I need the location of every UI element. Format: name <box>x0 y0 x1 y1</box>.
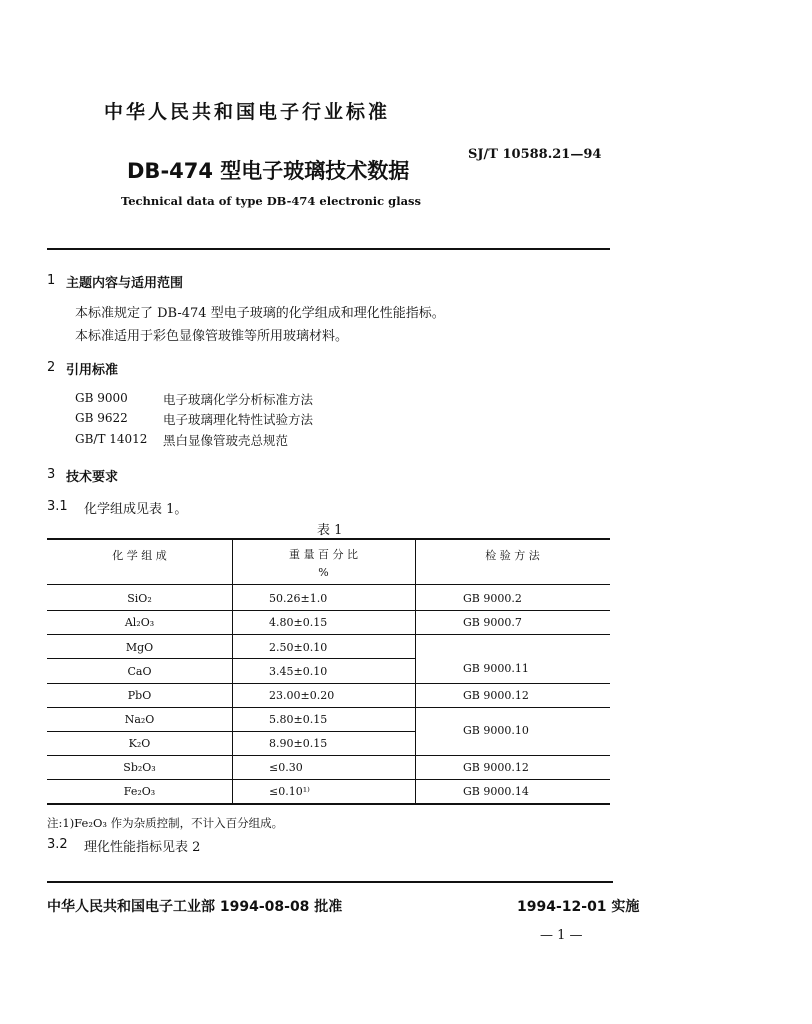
reference-title: 电子玻璃理化特性试验方法 <box>163 412 314 427</box>
footer-divider <box>47 881 613 883</box>
reference-title: 黑白显像管玻壳总规范 <box>163 433 289 448</box>
table-cell-percent: 5.80±0.15 <box>269 713 328 726</box>
table-cell-method: GB 9000.12 <box>463 761 529 774</box>
table-cell-component: MgO <box>125 641 154 654</box>
table-header-rule <box>47 584 610 585</box>
table-cell-percent: 4.80±0.15 <box>269 616 328 629</box>
table-cell-percent: 3.45±0.10 <box>269 665 328 678</box>
table-cell-percent: ≤0.10¹⁾ <box>269 785 310 798</box>
section-1-paragraph-2: 本标准适用于彩色显像管玻锥等所用玻璃材料。 <box>75 329 349 344</box>
row-rule <box>47 658 415 659</box>
implementation-date: 1994-12-01 实施 <box>517 899 640 915</box>
subsection-3-1-text: 化学组成见表 1。 <box>84 502 188 517</box>
section-1-number: 1 <box>47 273 56 288</box>
row-rule <box>47 610 610 611</box>
column-header-component: 化 学 组 成 <box>112 549 167 562</box>
standard-code: SJ/T 10588.21—94 <box>468 147 602 162</box>
table-cell-method: GB 9000.10 <box>463 724 529 737</box>
section-1-paragraph-1: 本标准规定了 DB-474 型电子玻璃的化学组成和理化性能指标。 <box>75 306 445 321</box>
section-3-number: 3 <box>47 467 56 482</box>
table-cell-percent: 2.50±0.10 <box>269 641 328 654</box>
document-title-english: Technical data of type DB-474 electronic glass <box>121 194 421 208</box>
reference-code: GB 9000 <box>75 391 128 405</box>
row-rule <box>47 707 610 708</box>
page-number: — 1 — <box>540 928 583 943</box>
table-cell-component: Fe₂O₃ <box>123 785 156 798</box>
table-cell-method: GB 9000.7 <box>463 616 522 629</box>
table-footnote: 注:1)Fe₂O₃ 作为杂质控制，不计入百分组成。 <box>47 816 284 830</box>
subsection-3-2-text: 理化性能指标见表 2 <box>84 840 201 855</box>
table-cell-method: GB 9000.12 <box>463 689 529 702</box>
table-cell-component: Na₂O <box>124 713 155 726</box>
section-3-heading: 技术要求 <box>66 470 119 485</box>
reference-title: 电子玻璃化学分析标准方法 <box>163 392 314 407</box>
column-header-method: 检 验 方 法 <box>485 549 540 562</box>
row-rule <box>47 755 610 756</box>
industry-standard-heading: 中华人民共和国电子行业标准 <box>104 101 391 123</box>
column-header-percent: 重 量 百 分 比 <box>289 548 358 561</box>
table-cell-method: GB 9000.14 <box>463 785 529 798</box>
column-rule <box>415 539 416 804</box>
column-header-percent-unit: % <box>318 566 329 579</box>
table-bottom-rule <box>47 803 610 805</box>
subsection-3-1-number: 3.1 <box>47 499 68 514</box>
row-rule <box>47 779 610 780</box>
table-cell-percent: 50.26±1.0 <box>269 592 328 605</box>
reference-code: GB/T 14012 <box>75 432 148 446</box>
table-cell-percent: 23.00±0.20 <box>269 689 335 702</box>
table-cell-component: Al₂O₃ <box>124 616 155 629</box>
table-cell-component: CaO <box>127 665 152 678</box>
section-1-heading: 主题内容与适用范围 <box>66 276 184 291</box>
row-rule <box>47 731 415 732</box>
table-cell-component: PbO <box>127 689 152 702</box>
approval-statement: 中华人民共和国电子工业部 1994-08-08 批准 <box>47 899 343 915</box>
table-cell-component: K₂O <box>128 737 151 750</box>
table-cell-method: GB 9000.11 <box>463 662 529 675</box>
table-cell-component: SiO₂ <box>127 592 152 605</box>
table-caption: 表 1 <box>317 523 343 538</box>
section-2-number: 2 <box>47 360 56 375</box>
row-rule <box>47 634 610 635</box>
subsection-3-2-number: 3.2 <box>47 837 68 852</box>
table-cell-method: GB 9000.2 <box>463 592 522 605</box>
table-top-rule <box>47 538 610 540</box>
section-2-heading: 引用标准 <box>66 363 119 378</box>
table-cell-percent: ≤0.30 <box>269 761 303 774</box>
table-cell-percent: 8.90±0.15 <box>269 737 328 750</box>
reference-code: GB 9622 <box>75 411 128 425</box>
document-title: DB-474 型电子玻璃技术数据 <box>127 159 410 183</box>
table-cell-component: Sb₂O₃ <box>123 761 156 774</box>
row-rule <box>47 683 610 684</box>
header-divider <box>47 248 610 250</box>
